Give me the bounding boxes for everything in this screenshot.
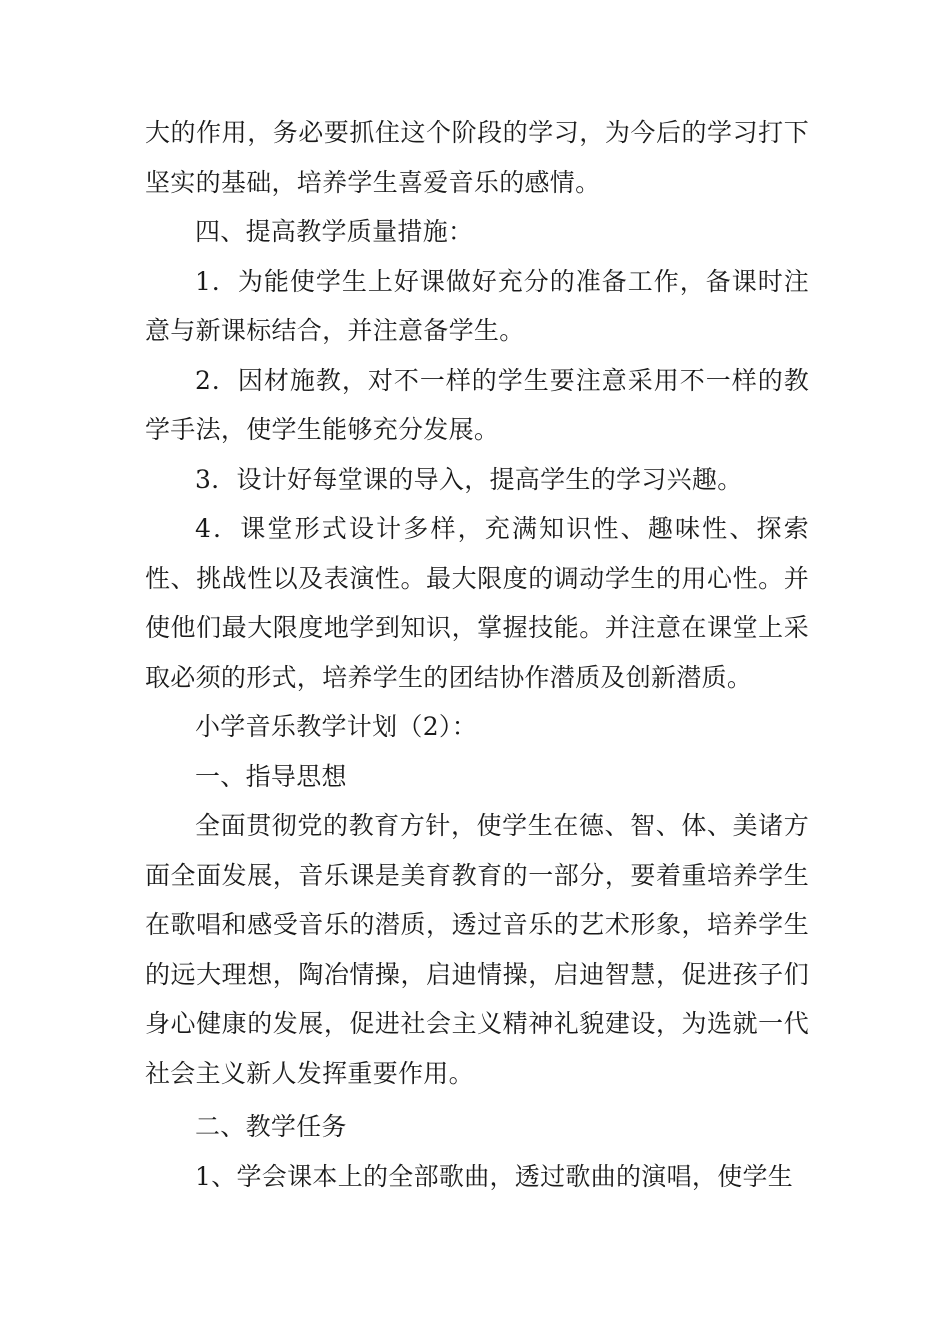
heading-teaching-tasks: 二、教学任务 xyxy=(195,1112,347,1141)
document-body xyxy=(145,108,809,1201)
paragraph-continuation: 大的作用，务必要抓住这个阶段的学习，为今后的学习打下坚实的基础，培养学生喜爱音乐的感情。 xyxy=(145,118,809,197)
paragraph-measure-3: 3．设计好每堂课的导入，提高学生的学习兴趣。 xyxy=(195,464,743,494)
paragraph-measure-2: 2．因材施教，对不一样的学生要注意采用不一样的教学手法，使学生能够充分发展。 xyxy=(145,365,809,444)
section-title-plan-2: 小学音乐教学计划（2）： xyxy=(195,712,478,741)
paragraph-task-1: 1、学会课本上的全部歌曲，透过歌曲的演唱，使学生 xyxy=(195,1161,794,1191)
heading-improve-quality: 四、提高教学质量措施： xyxy=(195,217,474,246)
heading-guiding-ideology: 一、指导思想 xyxy=(195,761,347,791)
paragraph-guiding-ideology: 全面贯彻党的教育方针，使学生在德、智、体、美诸方面全面发展，音乐课是美育教育的一部分，要着重培养学生在歌唱和感受音乐的潜质，透过音乐的艺术形象，培养学生的远大理想，陶冶情操，启迪情操，启迪智慧，促进孩子们身心健康的发展，促进社会主义精神礼貌建设，为选就一代社会主义新人发挥重要作用。 xyxy=(145,811,809,1088)
paragraph-measure-1: 1．为能使学生上好课做好充分的准备工作，备课时注意与新课标结合，并注意备学生。 xyxy=(145,266,809,345)
paragraph-measure-4: 4．课堂形式设计多样，充满知识性、趣味性、探索性、挑战性以及表演性。最大限度的调动学生的用心性。并使他们最大限度地学到知识，掌握技能。并注意在课堂上采取必须的形式，培养学生的团结协作潜质及创新潜质。 xyxy=(145,514,809,692)
